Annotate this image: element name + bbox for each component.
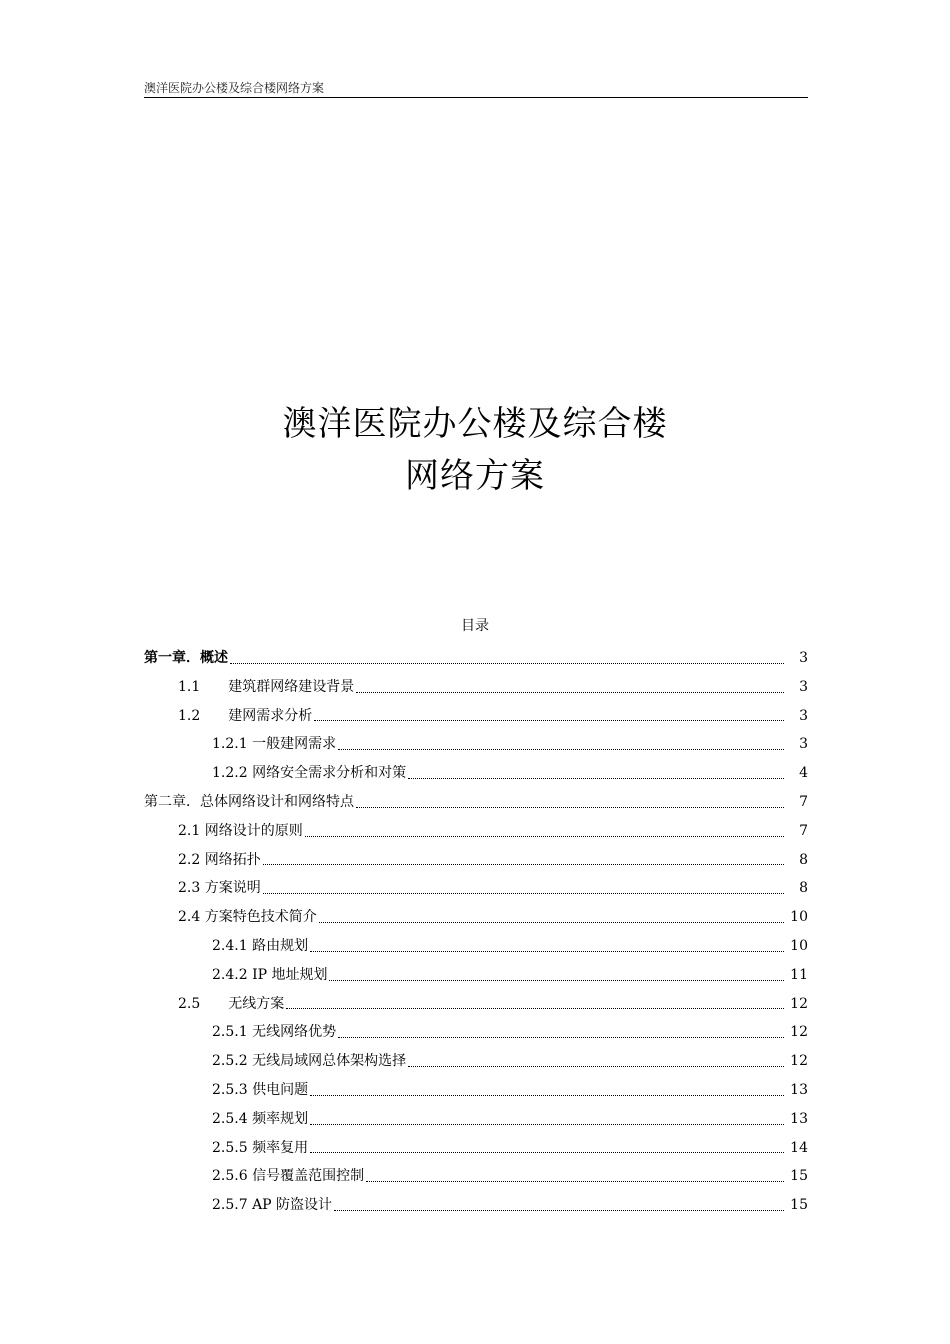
toc-entry[interactable] (144, 702, 808, 731)
toc-leader-dots (338, 749, 784, 750)
toc-entry-page: 11 (790, 966, 808, 983)
toc-entry[interactable] (144, 961, 808, 990)
toc-entry[interactable] (144, 1162, 808, 1191)
toc-leader-dots (310, 951, 784, 952)
toc-leader-dots (334, 1210, 784, 1211)
toc-entry[interactable] (144, 1018, 808, 1047)
toc-entry[interactable] (144, 1076, 808, 1105)
toc-leader-dots (408, 1066, 784, 1067)
toc-entry[interactable] (144, 1105, 808, 1134)
toc-entry[interactable] (144, 874, 808, 903)
toc-leader-dots (356, 692, 784, 693)
toc-entry-page: 13 (790, 1081, 808, 1098)
toc-leader-dots (314, 720, 784, 721)
toc-leader-dots (310, 1152, 784, 1153)
toc-entry[interactable] (144, 1134, 808, 1163)
toc-entry-page: 12 (790, 1053, 808, 1070)
toc-entry-text: 1.2.1 一般建网需求 (212, 736, 337, 753)
toc-entry[interactable] (144, 1191, 808, 1220)
page-header-text: 澳洋医院办公楼及综合楼网络方案 (144, 81, 325, 95)
toc-entry-page: 7 (799, 793, 808, 810)
toc-leader-dots (263, 893, 784, 894)
toc-entry-page: 10 (790, 937, 808, 954)
toc-entry-text: 1.1 建筑群网络建设背景 (178, 678, 355, 695)
toc-leader-dots (338, 1037, 784, 1038)
toc-leader-dots (366, 1181, 784, 1182)
document-title (0, 398, 950, 502)
toc-entry-text: 第二章．总体网络设计和网络特点 (144, 793, 354, 810)
toc-leader-dots (408, 778, 784, 779)
toc-leader-dots (319, 922, 784, 923)
toc-entry-text: 2.5.4 频率规划 (212, 1110, 309, 1127)
toc-leader-dots (263, 864, 784, 865)
toc-heading: 目录 (461, 618, 489, 634)
toc-entry-text: 2.5.6 信号覆盖范围控制 (212, 1168, 365, 1185)
toc-entry[interactable] (144, 1047, 808, 1076)
document-title-line1: 澳洋医院办公楼及综合楼 (282, 404, 668, 444)
toc-entry[interactable] (144, 990, 808, 1019)
toc-entry-page: 13 (790, 1110, 808, 1127)
toc-entry-text: 2.5.5 频率复用 (212, 1139, 309, 1156)
toc-entry-text: 2.5.3 供电问题 (212, 1081, 309, 1098)
toc-entry-text: 2.2 网络拓扑 (178, 851, 261, 868)
table-of-contents (144, 644, 808, 1220)
toc-entry-page: 3 (799, 736, 808, 753)
toc-entry[interactable] (144, 903, 808, 932)
toc-entry-page: 15 (790, 1197, 808, 1214)
toc-entry-text: 2.3 方案说明 (178, 880, 261, 897)
toc-leader-dots (286, 1008, 784, 1009)
toc-entry[interactable] (144, 817, 808, 846)
toc-entry-text: 2.4.2 IP 地址规划 (212, 966, 328, 983)
toc-leader-dots (329, 980, 784, 981)
toc-entry[interactable] (144, 846, 808, 875)
toc-entry-page: 14 (790, 1139, 808, 1156)
toc-entry-page: 10 (790, 909, 808, 926)
toc-entry-page: 3 (799, 678, 808, 695)
toc-entry-text: 1.2 建网需求分析 (178, 707, 313, 724)
toc-leader-dots (310, 1124, 784, 1125)
toc-entry[interactable] (144, 788, 808, 817)
page-header (144, 80, 808, 98)
toc-leader-dots (305, 836, 784, 837)
toc-leader-dots (310, 1095, 784, 1096)
toc-entry-page: 12 (790, 1024, 808, 1041)
toc-entry-text: 1.2.2 网络安全需求分析和对策 (212, 765, 407, 782)
toc-entry[interactable] (144, 673, 808, 702)
toc-entry-text: 第一章．概述 (144, 650, 228, 666)
toc-entry-text: 2.5 无线方案 (178, 995, 285, 1012)
toc-leader-dots (356, 807, 784, 808)
toc-entry-text: 2.5.7 AP 防盗设计 (212, 1197, 333, 1214)
toc-entry[interactable] (144, 932, 808, 961)
toc-entry-page: 8 (799, 851, 808, 868)
toc-entry-page: 7 (799, 822, 808, 839)
document-title-line2: 网络方案 (405, 456, 545, 496)
toc-entry-page: 3 (799, 650, 808, 666)
toc-entry-page: 12 (790, 995, 808, 1012)
toc-entry-text: 2.4.1 路由规划 (212, 937, 309, 954)
toc-entry-text: 2.1 网络设计的原则 (178, 822, 303, 839)
toc-entry-text: 2.4 方案特色技术简介 (178, 909, 317, 926)
toc-entry[interactable] (144, 730, 808, 759)
toc-entry-page: 3 (799, 707, 808, 724)
toc-entry[interactable] (144, 759, 808, 788)
toc-entry-page: 15 (790, 1168, 808, 1185)
toc-entry[interactable] (144, 644, 808, 673)
toc-entry-text: 2.5.2 无线局域网总体架构选择 (212, 1053, 407, 1070)
toc-entry-page: 4 (799, 765, 808, 782)
toc-entry-page: 8 (799, 880, 808, 897)
toc-leader-dots (230, 663, 784, 664)
toc-entry-text: 2.5.1 无线网络优势 (212, 1024, 337, 1041)
